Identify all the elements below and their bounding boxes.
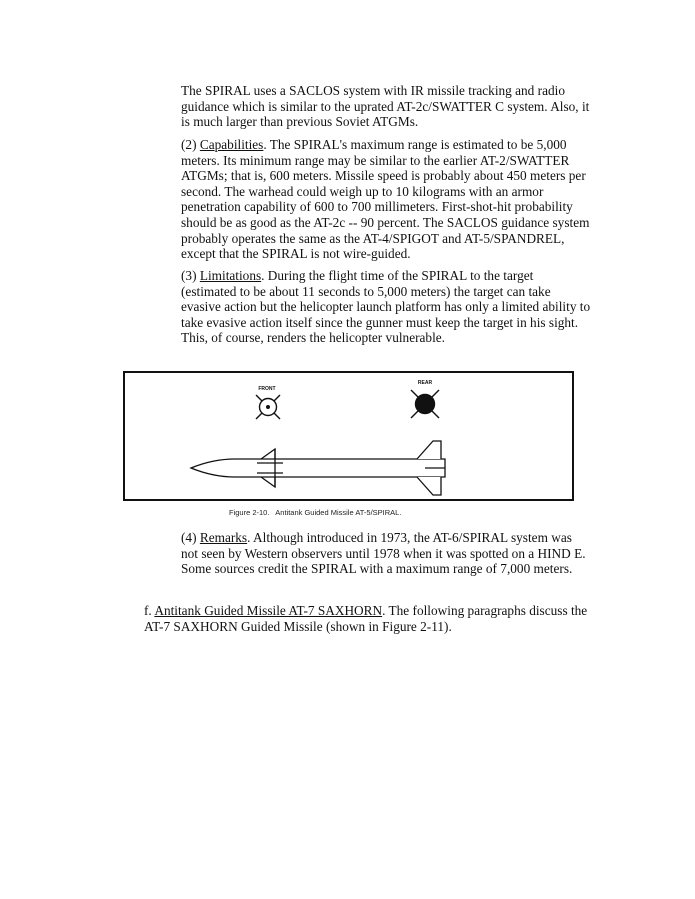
figure-caption: Figure 2-10. Antitank Guided Missile AT-5/SPIRAL.: [229, 508, 402, 517]
missile-side-view: [191, 441, 445, 495]
paragraph-text: The SPIRAL uses a SACLOS system with IR missile tracking and radio guidance which is similar to the uprated AT-2c/SWATTER C system. Also, it is much larger than previous Soviet ATGMs.: [181, 83, 590, 130]
missile-figure: [123, 371, 574, 501]
missile-drawing: [125, 373, 576, 503]
paragraph-text: . Although introduced in 1973, the AT-6/SPIRAL system was not seen by Western observers until 1978 when it was spotted on a HIND E. Some sources credit the SPIRAL with a maximum range of 7,000 meters.: [181, 530, 586, 577]
paragraph-prefix: f.: [144, 603, 155, 618]
capabilities-heading: Capabilities: [199, 137, 264, 152]
paragraph-prefix: (2): [181, 137, 200, 152]
remarks-paragraph: [181, 530, 591, 577]
paragraph-prefix: (3): [181, 268, 200, 283]
front-view-icon: [256, 395, 280, 419]
rear-view-icon: [411, 390, 439, 418]
saxhorn-section-paragraph: [144, 603, 594, 634]
saxhorn-heading: Antitank Guided Missile AT-7 SAXHORN: [154, 603, 383, 618]
paragraph-text: . The following paragraphs discuss the AT-7 SAXHORN Guided Missile (shown in Figure 2-11).: [144, 603, 588, 634]
spiral-guidance-paragraph: [181, 83, 591, 130]
front-view-label: FRONT: [258, 386, 276, 392]
paragraph-prefix: (4): [181, 530, 200, 545]
paragraph-text: . During the flight time of the SPIRAL to the target (estimated to be about 11 seconds to 5,000 meters) the target can take evasive action but the helicopter launch platform has only a limited ability to take evasive action itself since the gunner must keep the target in his sight. This, of course, renders the helicopter vulnerable.: [181, 268, 591, 346]
limitations-heading: Limitations: [199, 268, 262, 283]
capabilities-paragraph: [181, 137, 591, 262]
remarks-heading: Remarks: [199, 530, 248, 545]
paragraph-text: . The SPIRAL's maximum range is estimated to be 5,000 meters. Its minimum range may be similar to the earlier AT-2/SWATTER ATGMs; that is, 600 meters. Missile speed is probably about 450 meters per second. The warhead could weigh up to 10 kilograms with an armor penetration capability of 600 to 700 millimeters. First-shot-hit probability should be as good as the AT-2c -- 90 percent. The SACLOS guidance system probably operates the same as the AT-4/SPIGOT and AT-5/SPANDREL, except that the SPIRAL is not wire-guided.: [181, 137, 590, 262]
rear-view-label: REAR: [417, 380, 433, 386]
limitations-paragraph: [181, 268, 591, 346]
